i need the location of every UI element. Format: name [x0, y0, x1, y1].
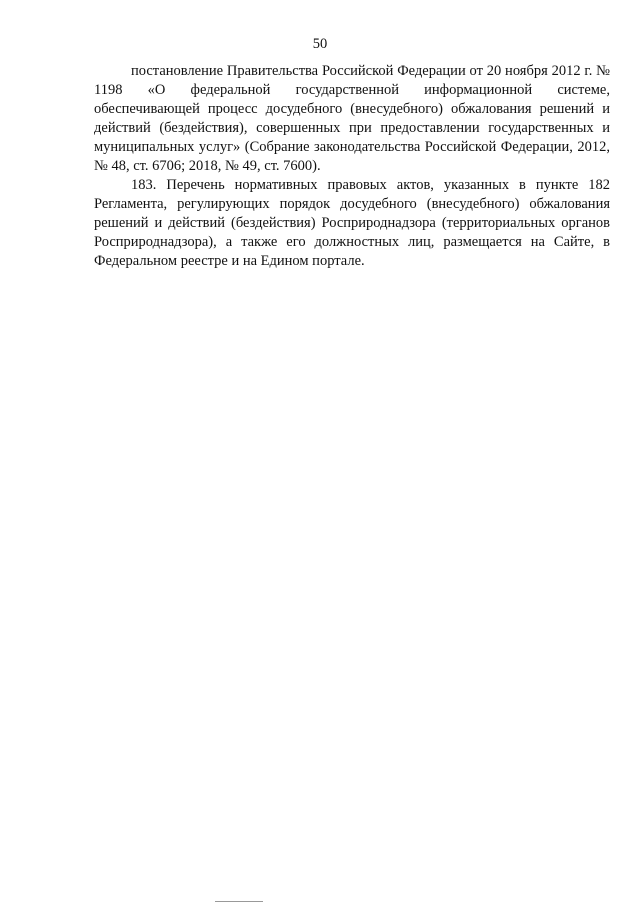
- page-number: 50: [312, 36, 328, 52]
- scan-edge-mark: [215, 901, 263, 902]
- paragraph-183: 183. Перечень нормативных правовых актов, указанных в пункте 182 Регламента, регулирующих порядок досудебного (внесудебного) обжалования решений и действий (бездействия) Росприроднадзора (территориальных органов Росприроднадзора), а также его должностных лиц, размещается на Сайте, в Федеральном реестре и на Едином портале.: [94, 177, 610, 269]
- document-body: [94, 62, 610, 271]
- paragraph-continuation: постановление Правительства Российской Федерации от 20 ноября 2012 г. № 1198 «О федеральной государственной информационной системе, обеспечивающей процесс досудебного (внесудебного) обжалования решений и действий (бездействия), совершенных при предоставлении государственных и муниципальных услуг» (Собрание законодательства Российской Федерации, 2012, № 48, ст. 6706; 2018, № 49, ст. 7600).: [94, 63, 610, 174]
